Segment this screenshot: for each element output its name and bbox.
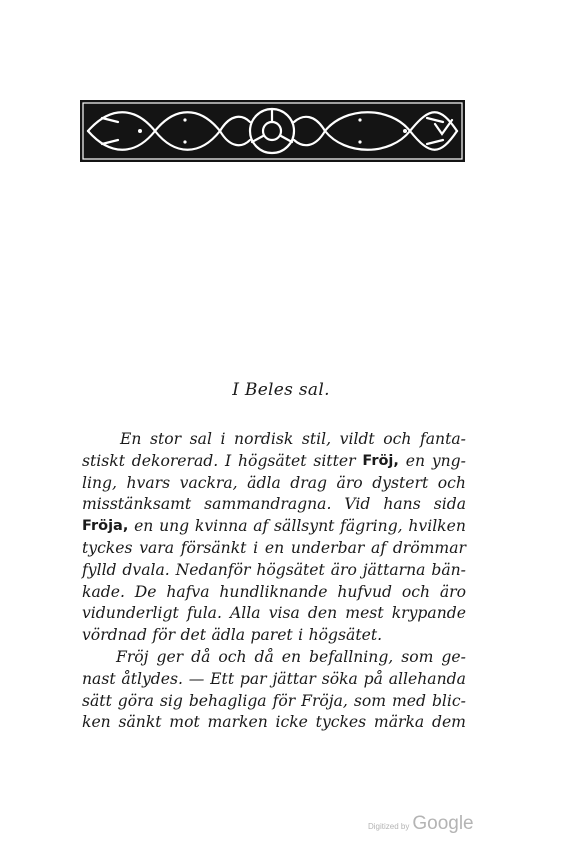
word: som bbox=[401, 647, 434, 666]
word: och bbox=[383, 430, 412, 448]
word: Ett bbox=[210, 669, 235, 688]
word: fylld bbox=[82, 560, 117, 579]
text-line bbox=[82, 538, 466, 560]
word: och bbox=[401, 582, 431, 601]
word: jättarna bbox=[362, 560, 426, 579]
word: äro bbox=[336, 473, 363, 492]
word: dvala. bbox=[122, 560, 170, 579]
word: vildt bbox=[339, 430, 375, 448]
text-line bbox=[82, 712, 466, 734]
text-line bbox=[82, 603, 466, 625]
word: yng- bbox=[431, 451, 466, 470]
text-line bbox=[82, 516, 466, 538]
word: fägring, bbox=[340, 517, 403, 536]
word: hans bbox=[383, 495, 421, 514]
word: icke bbox=[275, 713, 308, 732]
word: högsätet. bbox=[308, 626, 383, 645]
text-line bbox=[82, 647, 466, 669]
word: ger bbox=[156, 647, 184, 666]
word: stiskt bbox=[82, 451, 125, 470]
word: ung bbox=[159, 517, 190, 536]
word: och bbox=[218, 647, 247, 666]
word: på bbox=[363, 669, 383, 688]
word: vackra, bbox=[179, 473, 238, 492]
word: i bbox=[298, 626, 304, 645]
word: dystert bbox=[372, 473, 429, 492]
word: krypande bbox=[391, 604, 466, 623]
text-line bbox=[82, 691, 466, 713]
word: den bbox=[307, 604, 338, 623]
word: hvars bbox=[126, 473, 171, 492]
word: fanta- bbox=[419, 430, 466, 448]
word: sida bbox=[433, 495, 466, 514]
word: med bbox=[392, 691, 426, 710]
word: fula. bbox=[186, 604, 222, 623]
word: Nedanför bbox=[175, 560, 251, 579]
scene-title: I Beles sal. bbox=[232, 380, 330, 400]
word: kvinna bbox=[194, 517, 248, 536]
digitized-by-google-watermark bbox=[368, 813, 474, 835]
word: I bbox=[225, 451, 232, 470]
character-name: Fröj, bbox=[362, 452, 399, 469]
word: det bbox=[180, 626, 206, 645]
word: högsätet bbox=[238, 451, 307, 470]
google-wordmark: Google bbox=[412, 813, 474, 834]
word: tyckes bbox=[315, 713, 367, 732]
word: dekorerad. bbox=[131, 451, 219, 470]
text-line bbox=[82, 582, 466, 604]
word: hafva bbox=[166, 582, 210, 601]
word: behagliga bbox=[188, 691, 267, 710]
word: och bbox=[437, 473, 466, 492]
word: för bbox=[272, 691, 296, 710]
word: för bbox=[152, 626, 176, 645]
word: sig bbox=[159, 691, 183, 710]
word: paret bbox=[250, 626, 293, 645]
word: ge- bbox=[441, 647, 466, 666]
text-line bbox=[82, 625, 466, 647]
word: visa bbox=[268, 604, 300, 623]
word: en bbox=[281, 647, 302, 666]
stage-direction-text bbox=[82, 429, 466, 734]
word: äro bbox=[439, 582, 466, 601]
word: — bbox=[188, 669, 205, 688]
word: af bbox=[253, 517, 269, 536]
word: sätt bbox=[82, 691, 112, 710]
word: sammandragna. bbox=[204, 495, 332, 514]
word: befallning, bbox=[309, 647, 394, 666]
word: hufvud bbox=[337, 582, 393, 601]
text-line bbox=[82, 429, 466, 451]
digitized-by-label: Digitized by bbox=[368, 822, 410, 831]
word: göra bbox=[117, 691, 154, 710]
word: Alla bbox=[230, 604, 261, 623]
word: äro bbox=[330, 560, 357, 579]
word: drömmar bbox=[392, 538, 466, 557]
word: mot bbox=[169, 713, 200, 732]
word: ädla bbox=[211, 626, 246, 645]
word: nordisk bbox=[234, 430, 294, 448]
word: sällsynt bbox=[274, 517, 335, 536]
word: bän- bbox=[431, 560, 466, 579]
word: misstänksamt bbox=[82, 495, 192, 514]
text-line bbox=[82, 451, 466, 473]
word: ken bbox=[82, 713, 111, 732]
celtic-knot-ornament-band bbox=[80, 100, 465, 162]
word: som bbox=[353, 691, 387, 710]
word: hvilken bbox=[408, 517, 466, 536]
word: dem bbox=[431, 713, 466, 732]
word: nast bbox=[82, 669, 116, 688]
text-line bbox=[82, 494, 466, 516]
text-line bbox=[82, 669, 466, 691]
word: i bbox=[253, 538, 259, 557]
word: hundliknande bbox=[219, 582, 328, 601]
word: En bbox=[120, 430, 142, 448]
word: sänkt bbox=[118, 713, 162, 732]
word: blic- bbox=[431, 691, 466, 710]
word: drag bbox=[290, 473, 327, 492]
word: sitter bbox=[313, 451, 356, 470]
word: Fröja, bbox=[301, 691, 348, 710]
word: då bbox=[191, 647, 211, 666]
word: Fröj bbox=[116, 647, 149, 666]
word: ling, bbox=[82, 473, 117, 492]
word: då bbox=[254, 647, 274, 666]
word: mest bbox=[345, 604, 384, 623]
text-line bbox=[82, 473, 466, 495]
word: i bbox=[220, 430, 226, 448]
word: ädla bbox=[247, 473, 281, 492]
word: underbar bbox=[290, 538, 365, 557]
word: marken bbox=[207, 713, 268, 732]
word: vördnad bbox=[82, 626, 147, 645]
word: sal bbox=[189, 430, 212, 448]
word: af bbox=[371, 538, 387, 557]
word: stor bbox=[149, 430, 182, 448]
word: vidunderligt bbox=[82, 604, 179, 623]
word: söka bbox=[321, 669, 358, 688]
word: allehanda bbox=[388, 669, 466, 688]
word: märka bbox=[373, 713, 425, 732]
word: en bbox=[405, 451, 426, 470]
word: försänkt bbox=[180, 538, 247, 557]
character-name: Fröja, bbox=[82, 518, 129, 535]
word: Vid bbox=[344, 495, 371, 514]
word: par bbox=[239, 669, 267, 688]
word: högsätet bbox=[256, 560, 325, 579]
word: vara bbox=[139, 538, 175, 557]
word: jättar bbox=[272, 669, 316, 688]
word: en bbox=[264, 538, 285, 557]
word: kade. bbox=[82, 582, 125, 601]
word: stil, bbox=[301, 430, 332, 448]
word: tyckes bbox=[82, 538, 133, 557]
word: åtlydes. bbox=[121, 669, 183, 688]
text-line bbox=[82, 560, 466, 582]
word: en bbox=[134, 517, 154, 536]
word: De bbox=[134, 582, 157, 601]
